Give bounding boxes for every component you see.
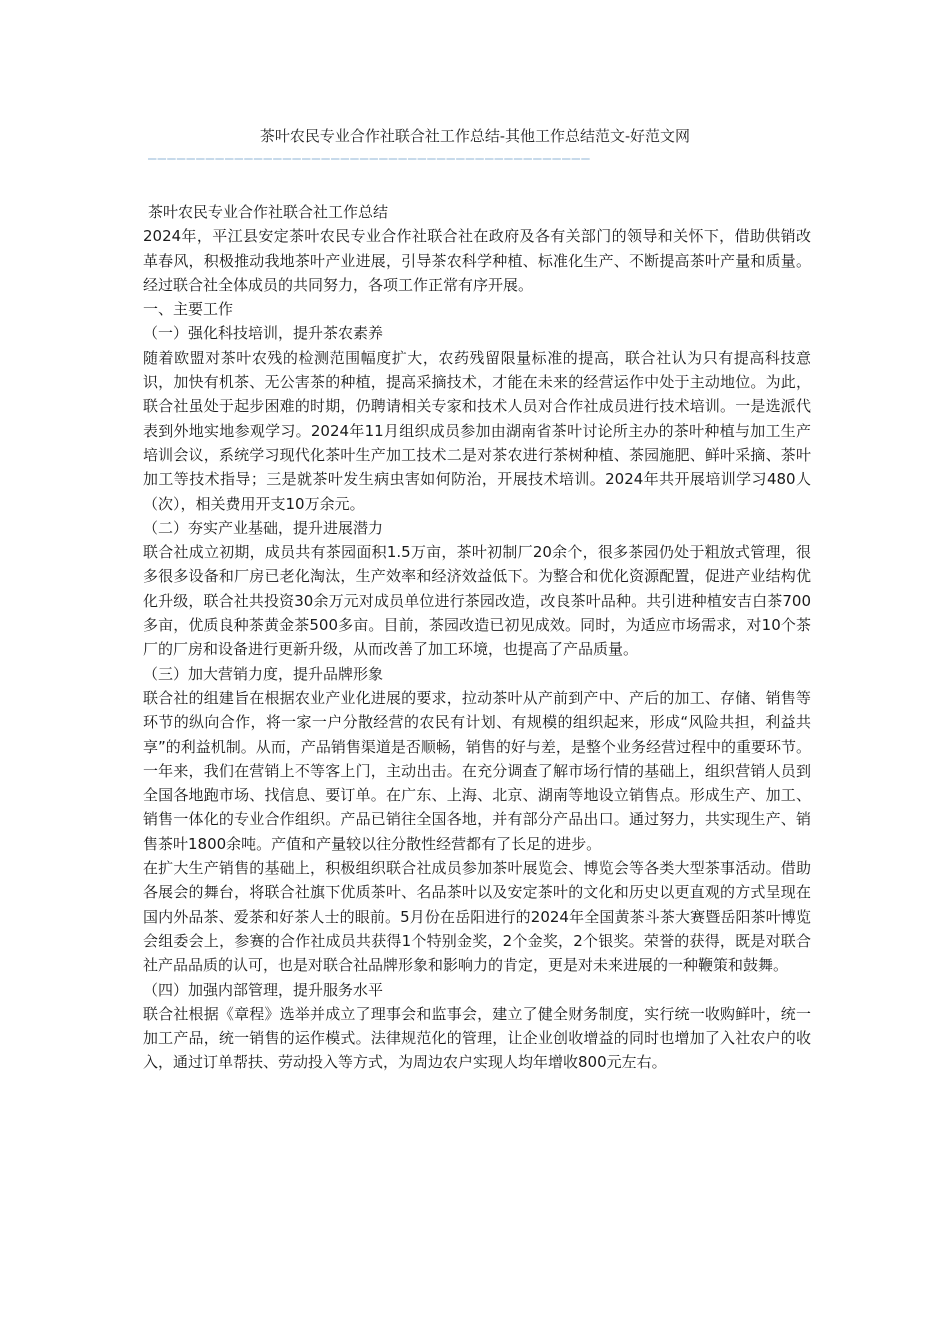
page-title: 茶叶农民专业合作社联合社工作总结-其他工作总结范文-好范文网 (259, 127, 691, 145)
subsection-heading-training: （一）强化科技培训，提升茶农素养 (143, 324, 384, 343)
section-heading-main-work: 一、主要工作 (143, 300, 234, 319)
paragraph-management: 联合社根据《章程》选举并成立了理事会和监事会，建立了健全财务制度，实行统一收购鲜叶，统一加工产品，统一销售的运作模式。法律规范化的管理，让企业创收增益的同时也增加了入社农户的收入，通过订单帮扶、劳动投入等方式，为周边农户实现人均年增收800元左右。 (143, 1004, 811, 1072)
intro-paragraph: 2024年，平江县安定茶叶农民专业合作社联合社在政府及各有关部门的领导和关怀下，借助供销改革春风，积极推动我地茶叶产业进展，引导茶农科学种植、标准化生产、不断提高茶叶产量和质量。经过联合社全体成员的共同努力，各项工作正常有序开展。 (143, 227, 811, 294)
header-divider: —————————————————————————————————————————————— (148, 152, 591, 166)
paragraph-industry: 联合社成立初期，成员共有茶园面积1.5万亩，茶叶初制厂20余个，很多茶园仍处于粗放式管理，很多很多设备和厂房已老化淘汰，生产效率和经济效益低下。为整合和优化资源配置，促进产业结构优化升级，联合社共投资30余万元对成员单位进行茶园改造，改良茶叶品种。共引进种植安吉白茶700多亩，优质良种茶黄金茶500多亩。目前，茶园改造已初见成效。同时，为适应市场需求，对10个茶厂的厂房和设备进行更新升级，从而改善了加工环境，也提高了产品质量。 (143, 543, 811, 659)
document-title: 茶叶农民专业合作社联合社工作总结 (148, 203, 389, 221)
paragraph-training: 随着欧盟对茶叶农残的检测范围幅度扩大，农药残留限量标准的提高，联合社认为只有提高科技意识，加快有机茶、无公害茶的种植，提高采摘技术，才能在未来的经营运作中处于主动地位。为此，联合社虽处于起步困难的时期，仍聘请相关专家和技术人员对合作社成员进行技术培训。一是选派代表到外地实地参观学习。2024年11月组织成员参加由湖南省茶叶讨论所主办的茶叶种植与加工生产培训会议，系统学习现代化茶叶生产加工技术二是对茶农进行茶树种植、茶园施肥、鲜叶采摘、茶叶加工等技术指导；三是就茶叶发生病虫害如何防治，开展技术培训。2024年共开展培训学习480人（次），相关费用开支10万余元。 (143, 348, 811, 513)
document-body (143, 200, 811, 1075)
subsection-heading-management: （四）加强内部管理，提升服务水平 (143, 980, 384, 999)
subsection-heading-marketing: （三）加大营销力度，提升品牌形象 (143, 664, 384, 683)
paragraph-marketing-2: 在扩大生产销售的基础上，积极组织联合社成员参加茶叶展览会、博览会等各类大型茶事活动。借助各展会的舞台，将联合社旗下优质茶叶、名品茶叶以及安定茶叶的文化和历史以更直观的方式呈现在国内外品茶、爱茶和好茶人士的眼前。5月份在岳阳进行的2024年全国黄茶斗茶大赛暨岳阳茶叶博览会组委会上，参赛的合作社成员共获得1个特别金奖，2个金奖，2个银奖。荣誉的获得，既是对联合社产品品质的认可，也是对联合社品牌形象和影响力的肯定，更是对未来进展的一种鞭策和鼓舞。 (143, 859, 811, 975)
paragraph-marketing-1: 联合社的组建旨在根据农业产业化进展的要求，拉动茶叶从产前到产中、产后的加工、存储、销售等环节的纵向合作，将一家一户分散经营的农民有计划、有规模的组织起来，形成“风险共担，利益共享”的利益机制。从而，产品销售渠道是否顺畅，销售的好与差，是整个业务经营过程中的重要环节。一年来，我们在营销上不等客上门，主动出击。在充分调查了解市场行情的基础上，组织营销人员到全国各地跑市场、找信息、要订单。在广东、上海、北京、湖南等地设立销售点。形成生产、加工、销售一体化的专业合作组织。产品已销往全国各地，并有部分产品出口。通过努力，共实现生产、销售茶叶1800余吨。产值和产量较以往分散性经营都有了长足的进步。 (143, 688, 811, 853)
subsection-heading-industry: （二）夯实产业基础，提升进展潜力 (143, 518, 384, 537)
